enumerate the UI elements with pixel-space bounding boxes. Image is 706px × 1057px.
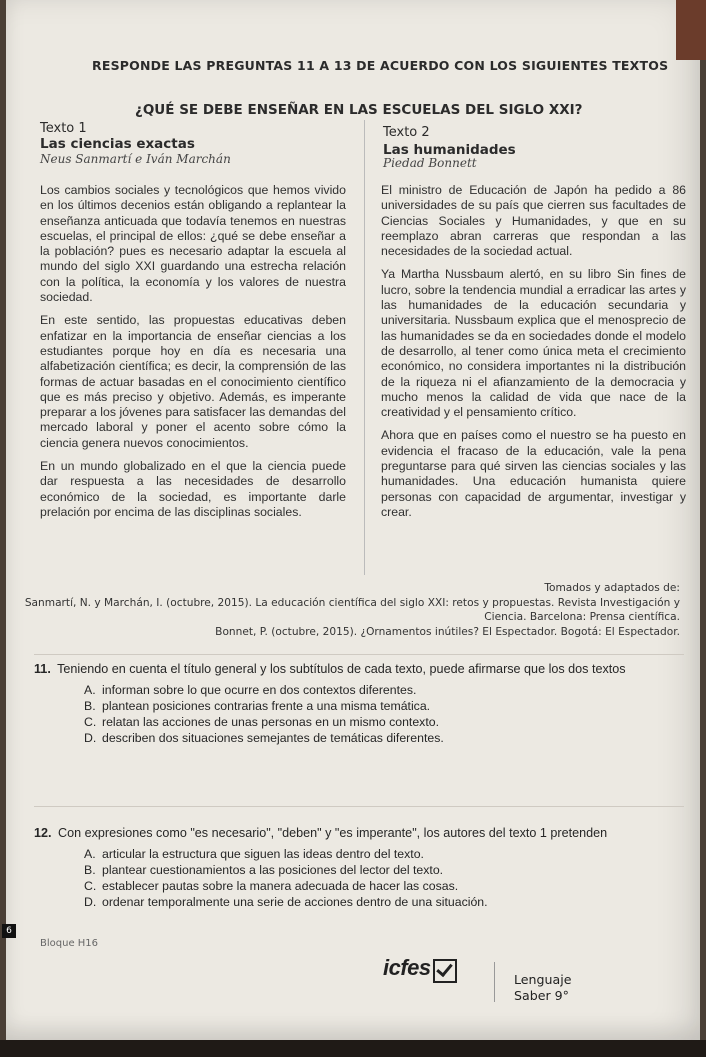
page-marker: 6 bbox=[2, 924, 16, 938]
option-a[interactable] bbox=[84, 682, 684, 698]
references bbox=[0, 581, 680, 639]
question-number: 11. bbox=[34, 662, 51, 676]
background-bottom bbox=[0, 1040, 706, 1057]
instruction-heading: RESPONDE LAS PREGUNTAS 11 A 13 DE ACUERDO CON LOS SIGUIENTES TEXTOS bbox=[92, 58, 669, 73]
subject-area: Lenguaje bbox=[514, 972, 572, 987]
text2-subtitle: Las humanidades bbox=[383, 142, 516, 158]
option-letter: D. bbox=[84, 731, 97, 745]
question-stem bbox=[34, 662, 684, 676]
option-text: describen dos situaciones semejantes de temáticas diferentes. bbox=[102, 731, 444, 745]
option-c[interactable] bbox=[84, 714, 684, 730]
reference-1: Sanmartí, N. y Marchán, I. (octubre, 2015). La educación científica del siglo XXI: retos y propuestas. Revista Investigación y bbox=[24, 596, 680, 609]
text1-subtitle: Las ciencias exactas bbox=[40, 136, 195, 152]
option-d[interactable] bbox=[84, 730, 684, 746]
option-letter: C. bbox=[84, 715, 97, 729]
text2-paragraph: Ahora que en países como el nuestro se ha puesto en evidencia el fracaso de la educación, vale la pena preguntarse para qué sirven las ciencias sociales y las humanidades. Una educación humanista quiere personas con capacidad de argumentar, investigar y crear. bbox=[381, 428, 686, 519]
reference-2: Bonnet, P. (octubre, 2015). ¿Ornamentos inútiles? El Espectador. Bogotá: El Espectador. bbox=[215, 625, 680, 638]
divider bbox=[34, 806, 684, 807]
question-stem bbox=[34, 826, 684, 840]
background-corner bbox=[676, 0, 706, 60]
option-letter: A. bbox=[84, 847, 96, 861]
references-intro: Tomados y adaptados de: bbox=[544, 582, 680, 594]
option-letter: B. bbox=[84, 863, 96, 877]
text1-label: Texto 1 bbox=[40, 121, 87, 136]
text2-paragraph: El ministro de Educación de Japón ha pedido a 86 universidades de su país que cierren sus facultades de Ciencias Sociales y Humanidades, y que en su reemplazo abran carreras que respondan a las necesidades de la sociedad actual. bbox=[381, 183, 686, 259]
icfes-logo bbox=[383, 955, 457, 981]
question-text: Con expresiones como "es necesario", "deben" y "es imperante", los autores del texto 1 pretenden bbox=[58, 826, 608, 840]
text1-paragraph: En un mundo globalizado en el que la ciencia puede dar respuesta a las necesidades de desarrollo económico de la sociedad, es importante darle prelación por encima de las disciplinas sociales. bbox=[40, 459, 346, 519]
column-divider bbox=[364, 120, 365, 575]
checkmark-icon bbox=[433, 959, 457, 983]
option-text: articular la estructura que siguen las ideas dentro del texto. bbox=[102, 847, 424, 861]
option-text: ordenar temporalmente una serie de acciones dentro de una situación. bbox=[102, 895, 488, 909]
option-letter: B. bbox=[84, 699, 96, 713]
text2-author: Piedad Bonnett bbox=[383, 156, 477, 170]
text2-label: Texto 2 bbox=[383, 125, 430, 140]
option-text: establecer pautas sobre la manera adecuada de hacer las cosas. bbox=[102, 879, 459, 893]
divider bbox=[34, 654, 684, 655]
option-b[interactable] bbox=[84, 698, 684, 714]
footer-divider bbox=[494, 962, 495, 1002]
text1-body bbox=[40, 183, 346, 528]
option-letter: C. bbox=[84, 879, 97, 893]
option-a[interactable] bbox=[84, 846, 684, 862]
text1-author: Neus Sanmartí e Iván Marchán bbox=[40, 152, 231, 166]
block-label: Bloque H16 bbox=[40, 938, 99, 949]
option-letter: A. bbox=[84, 683, 96, 697]
grade-label: Saber 9° bbox=[514, 988, 569, 1003]
reference-1-cont: Ciencia. Barcelona: Prensa científica. bbox=[484, 611, 680, 623]
question-number: 12. bbox=[34, 826, 52, 840]
option-b[interactable] bbox=[84, 862, 684, 878]
option-text: plantear cuestionamientos a las posiciones del lector del texto. bbox=[102, 863, 444, 877]
option-text: informan sobre lo que ocurre en dos contextos diferentes. bbox=[102, 683, 417, 697]
logo-text: icfes bbox=[383, 955, 431, 980]
text2-body bbox=[381, 183, 686, 528]
option-text: plantean posiciones contrarias frente a una misma temática. bbox=[102, 699, 431, 713]
text1-paragraph: En este sentido, las propuestas educativas deben enfatizar en la importancia de enseñar ciencias a los estudiantes porque hoy en día es necesaria una alfabetización científica; es decir, la comprensión de las formas de actuar basadas en el conocimiento científico que es más preciso y objetivo. Además, es imperante preparar a los jóvenes para satisfacer las demandas del mercado laboral y poner el acento sobre cómo la ciencia genera nuevos conocimientos. bbox=[40, 313, 346, 450]
text1-paragraph: Los cambios sociales y tecnológicos que hemos vivido en los últimos decenios están obligando a replantear la enseñanza anticuada que todavía tenemos en nuestras escuelas, el principal de ellos: ¿qué se debe enseñar a la población? pues es necesario adaptar la escuela al mundo del siglo XXI guardando una estrecha relación con la política, la economía y los valores de nuestra sociedad. bbox=[40, 183, 346, 305]
option-d[interactable] bbox=[84, 894, 684, 910]
option-c[interactable] bbox=[84, 878, 684, 894]
text2-paragraph: Ya Martha Nussbaum alertó, en su libro Sin fines de lucro, sobre la tendencia mundial a erradicar las artes y las humanidades de la educación secundaria y universitaria. Nussbaum explica que el menosprecio de las humanidades se da en sociedades donde el modelo de desarrollo, al tener como única meta el crecimiento económico, no considera importantes ni la distribución de la riqueza ni el afianzamiento de la democracia y mucho menos la calidad de vida que nace de la creatividad y el pensamiento crítico. bbox=[381, 267, 686, 420]
question-12 bbox=[34, 826, 684, 910]
question-11 bbox=[34, 662, 684, 746]
question-text: Teniendo en cuenta el título general y los subtítulos de cada texto, puede afirmarse que los dos textos bbox=[57, 662, 626, 676]
option-text: relatan las acciones de unas personas en un mismo contexto. bbox=[102, 715, 439, 729]
page-title: ¿QUÉ SE DEBE ENSEÑAR EN LAS ESCUELAS DEL SIGLO XXI? bbox=[135, 102, 583, 118]
option-letter: D. bbox=[84, 895, 97, 909]
